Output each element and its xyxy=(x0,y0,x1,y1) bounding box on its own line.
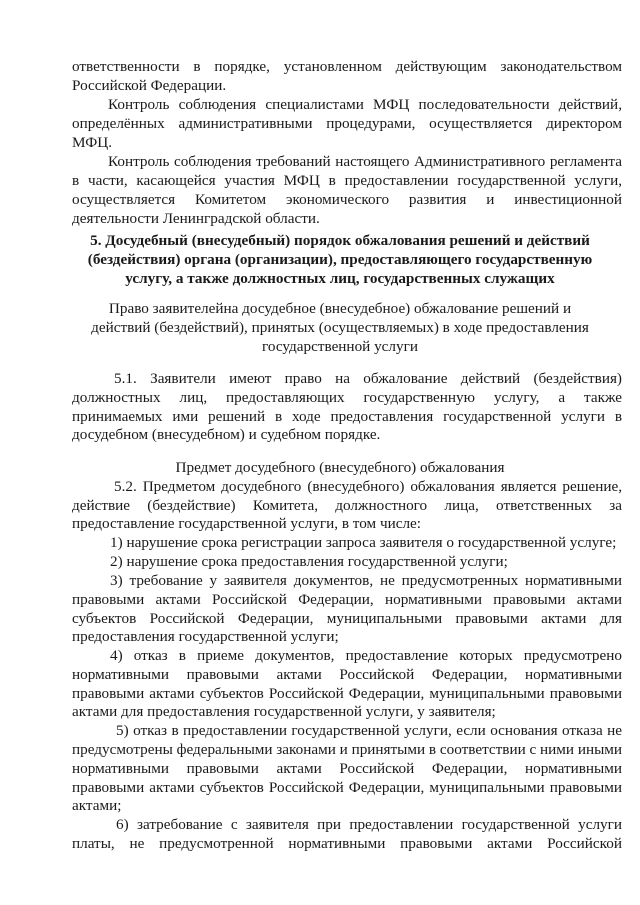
list-item: 6) затребование с заявителя при предоставлении государственной услуги xyxy=(116,816,622,833)
text-line: 5.1. Заявители имеют право на обжалование действий (бездействия) xyxy=(114,370,622,387)
text-line: правовыми актами Российской Федерации, нормативными правовыми актами xyxy=(72,591,622,608)
text-line: должностных лиц, предоставляющих государственную услугу, а также xyxy=(72,389,622,406)
text-line: деятельности Ленинградской области. xyxy=(72,210,320,227)
text-line: платы, не предусмотренной нормативными правовыми актами Российской xyxy=(72,835,622,852)
list-item: 1) нарушение срока регистрации запроса заявителя о государственной услуге; xyxy=(110,534,617,551)
text-line: актами; xyxy=(72,797,122,814)
text-line: 5.2. Предметом досудебного (внесудебного) обжалования является решение, xyxy=(114,478,622,495)
list-item: 2) нарушение срока предоставления государственной услуги; xyxy=(110,553,508,570)
text-line: определённых административными процедурами, осуществляется директором xyxy=(72,115,622,132)
text-line: действие (бездействие) Комитета, должностного лица, ответственных за xyxy=(72,497,622,514)
text-line: осуществляется Комитетом экономического развития и инвестиционной xyxy=(72,191,622,208)
text-line: нормативными правовыми актами Российской Федерации, нормативными xyxy=(72,666,622,683)
text-line: Контроль соблюдения требований настоящего Административного регламента xyxy=(108,153,622,170)
section-heading: услугу, а также должностных лиц, государственных служащих xyxy=(125,270,555,287)
text-line: актами для предоставления государственной услуги, у заявителя; xyxy=(72,703,496,720)
subsection-heading: государственной услуги xyxy=(262,338,418,355)
text-line: правовыми актами субъектов Российской Федерации, муниципальными правовыми xyxy=(72,685,622,702)
text-line: предоставление государственной услуги, в том числе: xyxy=(72,515,422,532)
subsection-heading: действий (бездействий), принятых (осуществляемых) в ходе предоставления xyxy=(91,319,589,336)
text-line: нормативными правовыми актами Российской Федерации, нормативными xyxy=(72,760,622,777)
list-item: 4) отказ в приеме документов, предоставление которых предусмотрено xyxy=(110,647,622,664)
list-item: 5) отказ в предоставлении государственной услуги, если основания отказа не xyxy=(116,722,622,739)
section-heading: 5. Досудебный (внесудебный) порядок обжалования решений и действий xyxy=(90,232,590,249)
text-line: досудебном (внесудебном) и судебном порядке. xyxy=(72,426,381,443)
text-line: субъектов Российской Федерации, муниципальными правовыми актами для xyxy=(72,610,622,627)
text-line: Российской Федерации. xyxy=(72,77,227,94)
text-line: предусмотрены федеральными законами и принятыми в соответствии с ними иными xyxy=(72,741,623,758)
text-line: правовыми актами субъектов Российской Федерации, муниципальными правовыми xyxy=(72,779,622,796)
text-line: ответственности в порядке, установленном действующим законодательством xyxy=(72,58,622,75)
text-line: МФЦ. xyxy=(72,134,113,151)
text-line: предоставления государственной услуги; xyxy=(72,628,339,645)
list-item: 3) требование у заявителя документов, не предусмотренных нормативными xyxy=(110,572,622,589)
text-line: принимаемых ими решений в ходе предоставления государственной услуги в xyxy=(72,408,622,425)
subsection-heading: Предмет досудебного (внесудебного) обжалования xyxy=(175,459,505,476)
subsection-heading: Право заявителейна досудебное (внесудебное) обжалование решений и xyxy=(108,300,572,317)
section-heading: (бездействия) органа (организации), предоставляющего государственную xyxy=(87,251,593,268)
text-line: в части, касающейся участия МФЦ в предоставлении государственной услуги, xyxy=(72,172,622,189)
text-line: Контроль соблюдения специалистами МФЦ последовательности действий, xyxy=(108,96,622,113)
